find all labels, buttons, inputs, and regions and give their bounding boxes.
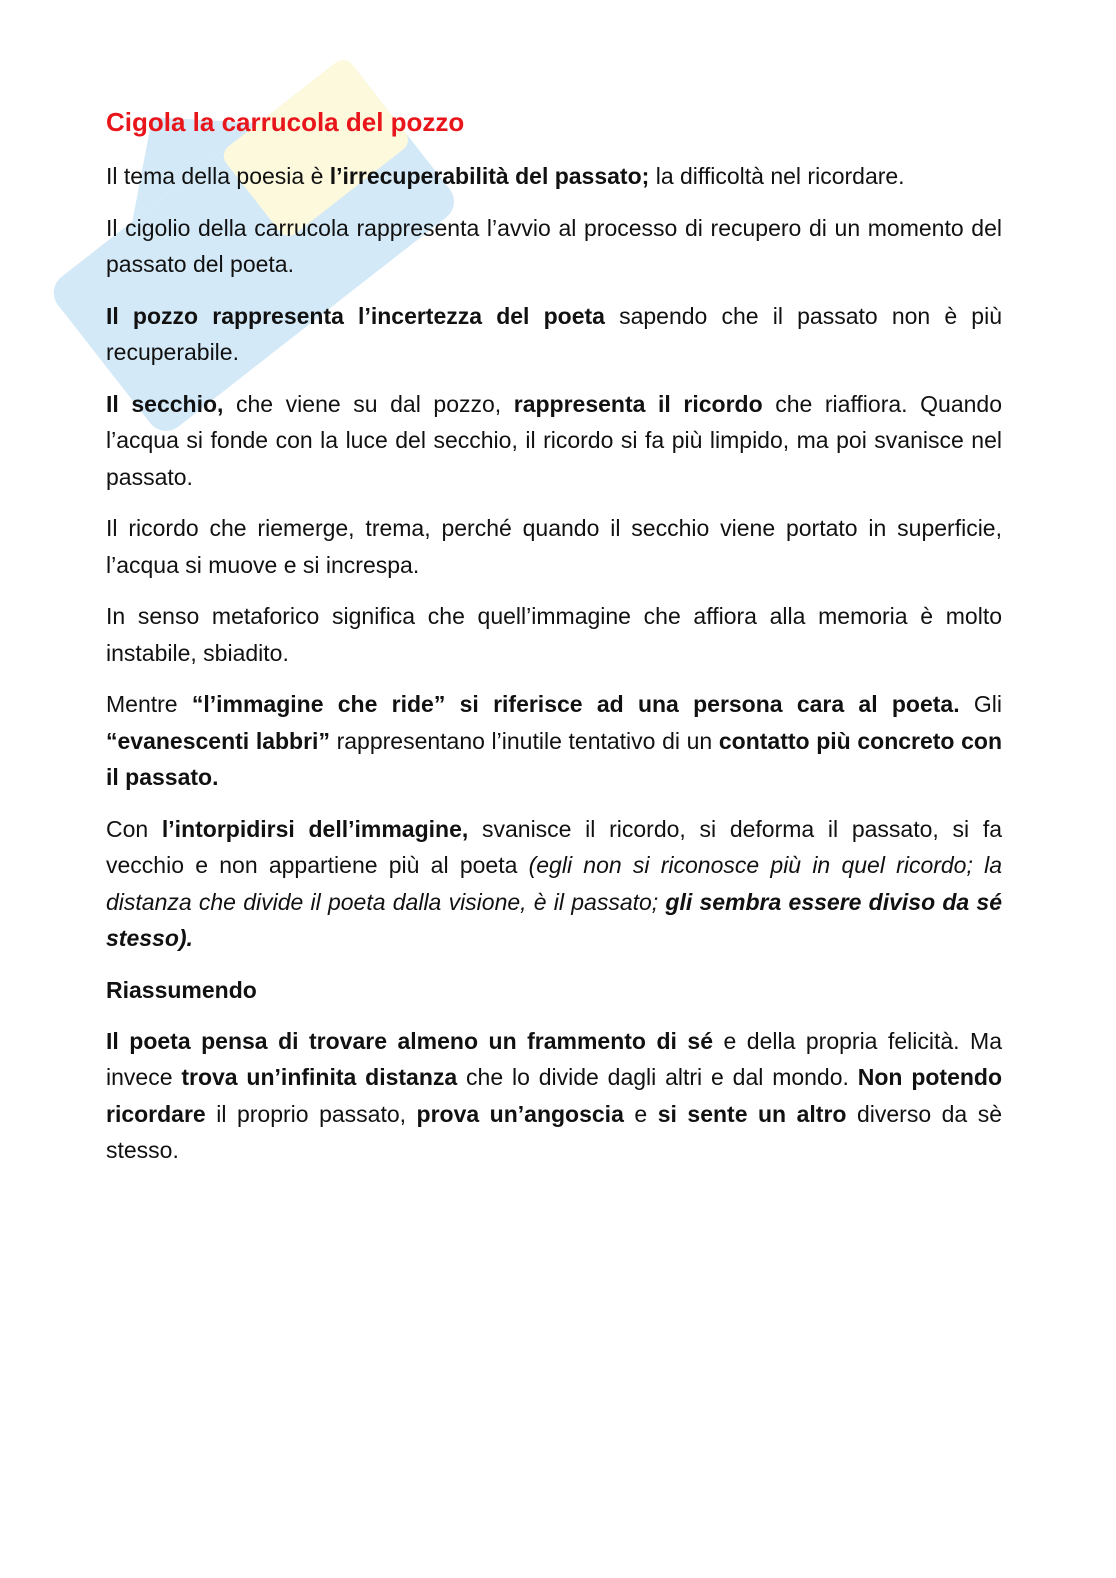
p8-text-2: svanisce il ricordo, si deforma il passato, si fa vecchio e non appartiene più al poeta [106, 815, 1002, 878]
p8-bold-1: l’intorpidirsi dell’immagine, [161, 815, 469, 842]
paragraph-summary [106, 1023, 1002, 1169]
document-page [106, 104, 1002, 1184]
p7-text-3: rappresentano l’inutile tentativo di un [329, 727, 719, 754]
p7-bold-3: contatto più concreto con il passato. [106, 727, 1003, 790]
paragraph-senso-metaforico: In senso metaforico significa che quell’immagine che affiora alla memoria è molto instabile, sbiadito. [106, 603, 1002, 666]
p4-bold-1: Il secchio, [106, 390, 224, 417]
p9-bold-5: si sente un altro [657, 1100, 847, 1127]
p4-bold-2: rappresenta il ricordo [513, 390, 763, 417]
subheading-riassumendo: Riassumendo [106, 976, 257, 1003]
p8-text-1: Con [106, 815, 162, 842]
p9-text-2: che lo divide dagli altri e dal mondo. [457, 1064, 858, 1090]
p9-bold-1: Il poeta pensa di trovare almeno un frammento di sé [106, 1027, 713, 1054]
p7-bold-2: “evanescenti labbri” [106, 727, 330, 754]
p8-bold-italic: gli sembra essere diviso da sé stesso). [106, 888, 1002, 951]
p8-italic: (egli non si riconosce più in quel ricordo; la distanza che divide il poeta dalla visione, è il passato; [106, 852, 1002, 915]
p7-text-2: Gli [959, 691, 1003, 717]
paragraph-intorpidirsi [106, 811, 1002, 957]
p9-bold-4: prova un’angoscia [416, 1100, 624, 1127]
p1-text: Il tema della poesia è [106, 163, 330, 189]
p9-bold-2: trova un’infinita distanza [181, 1064, 458, 1090]
paragraph-pozzo [106, 298, 1002, 371]
p9-bold-3: Non potendo ricordare [106, 1064, 1003, 1127]
p3-text: sapendo che il passato non è più recuperabile. [106, 302, 1002, 365]
p4-text-2: che riaffiora. Quando l’acqua si fonde con la luce del secchio, il ricordo si fa più limpido, ma poi svanisce nel passato. [106, 390, 1002, 490]
p1-bold: l’irrecuperabilità del passato; [329, 163, 650, 189]
paragraph-theme [106, 158, 1002, 195]
p9-text-5: diverso da sè stesso. [106, 1100, 1003, 1163]
p9-text-3: il proprio passato, [205, 1100, 417, 1127]
p9-text-1: e della propria felicità. Ma invece [106, 1027, 1003, 1090]
p1-text-end: la difficoltà nel ricordare. [649, 163, 905, 189]
paragraph-secchio [106, 386, 1002, 496]
p7-bold-1: “l’immagine che ride” si riferisce ad una persona cara al poeta. [191, 691, 960, 717]
paragraph-immagine-che-ride [106, 686, 1002, 796]
p4-text-1: che viene su dal pozzo, [223, 390, 514, 417]
document-title: Cigola la carrucola del pozzo [106, 107, 465, 137]
paragraph-carrucola: Il cigolio della carrucola rappresenta l’avvio al processo di recupero di un momento del passato del poeta. [106, 214, 1002, 277]
paragraph-ricordo-trema: Il ricordo che riemerge, trema, perché quando il secchio viene portato in superficie, l’acqua si muove e si increspa. [106, 515, 1002, 578]
p3-bold: Il pozzo rappresenta l’incertezza del poeta [106, 302, 605, 329]
p9-text-4: e [623, 1100, 658, 1127]
p7-text-1: Mentre [106, 691, 192, 717]
